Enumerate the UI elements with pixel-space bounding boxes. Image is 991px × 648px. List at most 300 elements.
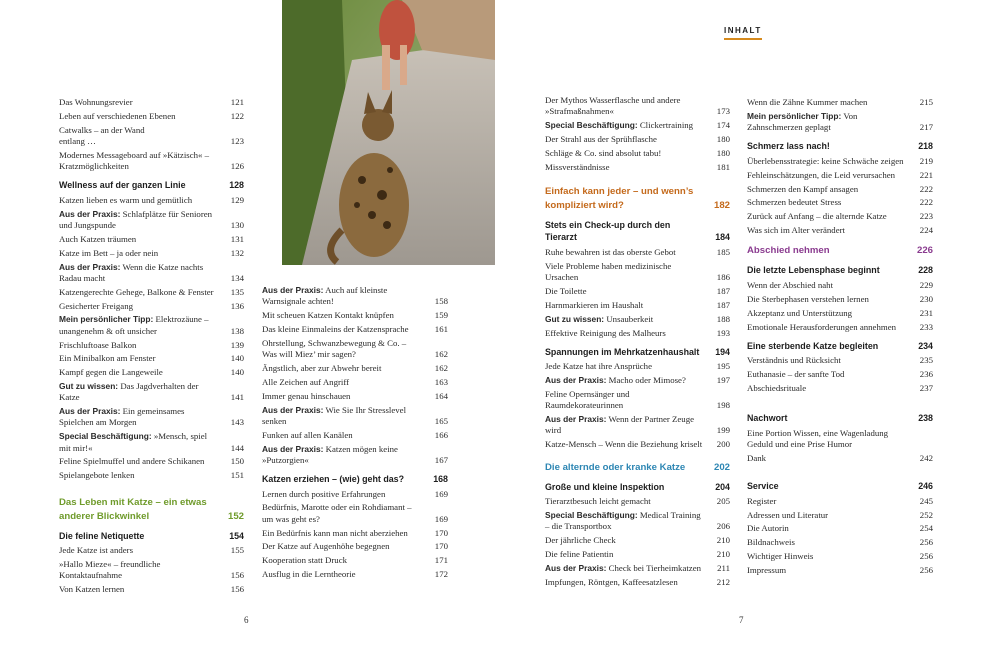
entry-page: 235 bbox=[919, 355, 933, 366]
entry-page: 161 bbox=[434, 323, 448, 334]
entry-label: Mein persönlicher Tipp: bbox=[747, 110, 842, 121]
toc-entry bbox=[545, 162, 730, 173]
entry-title: Was sich im Alter verändert bbox=[747, 225, 845, 236]
toc-entry bbox=[747, 211, 933, 222]
toc-entry bbox=[262, 377, 448, 388]
entry-page: 256 bbox=[919, 565, 933, 576]
section-title: Das Leben mit Katze – ein etwas anderer Blickwinkel bbox=[59, 496, 207, 522]
toc-entry bbox=[545, 389, 730, 411]
entry-title: Ausflug in die Lerntheorie bbox=[262, 569, 356, 580]
entry-title: Feline Opernsänger und Raumdekorateurinnen bbox=[545, 389, 630, 411]
entry-title: Kampf gegen die Langeweile bbox=[59, 367, 163, 378]
entry-title: Mit scheuen Katzen Kontakt knüpfen bbox=[262, 310, 394, 321]
entry-title: Effektive Reinigung des Malheurs bbox=[545, 327, 666, 338]
entry-title: Wenn der Abschied naht bbox=[747, 279, 834, 290]
entry-title: Tierarztbesuch leicht gemacht bbox=[545, 496, 651, 506]
entry-page: 221 bbox=[919, 169, 933, 180]
entry-page: 140 bbox=[230, 353, 244, 364]
toc-chapter-heading bbox=[59, 179, 244, 192]
toc-entry bbox=[747, 496, 933, 507]
entry-title: Eine Portion Wissen, eine Wagenladung Geduld und eine Prise Humor bbox=[747, 427, 889, 450]
toc-entry bbox=[747, 510, 933, 521]
entry-title: Euthanasie – der sanfte Tod bbox=[747, 369, 845, 380]
entry-title: Impressum bbox=[747, 565, 787, 576]
entry-page: 134 bbox=[230, 272, 244, 283]
toc-entry bbox=[59, 234, 244, 245]
entry-page: 121 bbox=[230, 97, 244, 107]
toc-entry bbox=[545, 439, 730, 450]
section-title: Die alternde oder kranke Katze bbox=[545, 461, 686, 473]
toc-entry bbox=[545, 496, 730, 507]
toc-entry bbox=[545, 286, 730, 297]
heading-title: Katzen erziehen – (wie) geht das? bbox=[262, 474, 405, 485]
entry-page: 229 bbox=[919, 279, 933, 290]
entry-page: 172 bbox=[434, 569, 448, 580]
bengal-cat-on-path-image bbox=[282, 0, 495, 265]
toc-entry bbox=[262, 324, 448, 335]
heading-title: Service bbox=[747, 481, 779, 492]
entry-page: 193 bbox=[716, 327, 730, 338]
entry-label: Gut zu wissen: bbox=[545, 313, 605, 324]
toc-entry bbox=[59, 431, 244, 453]
entry-title: Auch Katzen träumen bbox=[59, 233, 137, 244]
toc-entry bbox=[747, 97, 933, 108]
entry-page: 167 bbox=[434, 454, 448, 465]
heading-title: Die feline Netiquette bbox=[59, 530, 145, 541]
entry-title: Dank bbox=[747, 452, 767, 463]
entry-page: 222 bbox=[919, 183, 933, 194]
entry-page: 141 bbox=[230, 392, 244, 403]
toc-chapter-heading bbox=[59, 530, 244, 543]
section-page: 202 bbox=[713, 461, 730, 473]
toc-entry bbox=[747, 369, 933, 380]
entry-title: Wichtiger Hinweis bbox=[747, 551, 814, 562]
entry-title: Fehleinschätzungen, die Leid verursachen bbox=[747, 169, 896, 180]
entry-label: Aus der Praxis: bbox=[545, 414, 607, 425]
toc-section-heading bbox=[545, 185, 730, 213]
toc-entry bbox=[59, 301, 244, 312]
heading-page: 168 bbox=[433, 474, 448, 485]
entry-title: Wie Sie Ihr Stresslevel senken bbox=[262, 404, 407, 426]
toc-chapter-heading bbox=[747, 340, 933, 353]
entry-label: Aus der Praxis: bbox=[59, 406, 121, 417]
toc-entry bbox=[59, 287, 244, 298]
entry-title: Medical Training – die Transportbox bbox=[545, 509, 701, 532]
entry-page: 164 bbox=[434, 390, 448, 401]
entry-title: Schlafplätze für Senioren und Jungspunde bbox=[59, 208, 213, 230]
toc-entry bbox=[545, 563, 730, 574]
heading-page: 184 bbox=[715, 232, 730, 243]
toc-entry bbox=[747, 111, 933, 133]
entry-page: 171 bbox=[434, 555, 448, 566]
heading-page: 238 bbox=[918, 413, 933, 424]
toc-chapter-heading bbox=[747, 140, 933, 153]
entry-page: 135 bbox=[230, 286, 244, 297]
entry-title: Check bei Tierheimkatzen bbox=[608, 562, 702, 573]
toc-entry bbox=[262, 310, 448, 321]
entry-page: 180 bbox=[716, 133, 730, 144]
entry-label: Aus der Praxis: bbox=[59, 261, 121, 272]
heading-title: Schmerz lass nach! bbox=[747, 141, 830, 152]
heading-title: Stets ein Check-up durch den Tierarzt bbox=[545, 219, 671, 243]
entry-title: Die Sterbephasen verstehen lernen bbox=[747, 293, 869, 304]
entry-title: Schläge & Co. sind absolut tabu! bbox=[545, 147, 662, 158]
toc-entry bbox=[545, 510, 730, 532]
toc-entry bbox=[747, 355, 933, 366]
toc-entry bbox=[747, 225, 933, 236]
entry-page: 256 bbox=[919, 551, 933, 562]
entry-page: 219 bbox=[919, 155, 933, 166]
entry-page: 200 bbox=[716, 439, 730, 450]
entry-page: 140 bbox=[230, 367, 244, 378]
entry-title: Frischluftoase Balkon bbox=[59, 339, 137, 350]
entry-page: 151 bbox=[230, 470, 244, 481]
toc-entry bbox=[262, 363, 448, 374]
entry-title: Akzeptanz und Unterstützung bbox=[747, 307, 853, 318]
entry-title: Clickertraining bbox=[639, 120, 694, 131]
toc-entry bbox=[262, 444, 448, 466]
heading-title: Spannungen im Mehrkatzenhaushalt bbox=[545, 346, 700, 357]
toc-entry bbox=[545, 300, 730, 311]
toc-entry bbox=[747, 156, 933, 167]
entry-page: 166 bbox=[434, 429, 448, 440]
entry-page: 187 bbox=[716, 299, 730, 310]
entry-title: Immer genau hinschauen bbox=[262, 390, 351, 401]
toc-entry bbox=[59, 195, 244, 206]
toc-entry bbox=[545, 577, 730, 588]
entry-page: 156 bbox=[230, 584, 244, 595]
toc-entry bbox=[262, 569, 448, 580]
toc-section-heading bbox=[747, 244, 933, 258]
entry-title: Ruhe bewahren ist das oberste Gebot bbox=[545, 246, 676, 257]
entry-label: Special Beschäftigung: bbox=[59, 431, 152, 442]
toc-chapter-heading bbox=[545, 481, 730, 494]
toc-entry bbox=[59, 97, 244, 108]
toc-entry bbox=[747, 453, 933, 464]
entry-title: Funken auf allen Kanälen bbox=[262, 429, 353, 440]
toc-entry bbox=[747, 322, 933, 333]
entry-label: Aus der Praxis: bbox=[262, 404, 324, 415]
toc-entry bbox=[262, 405, 448, 427]
toc-entry bbox=[59, 353, 244, 364]
cat-photo bbox=[282, 0, 495, 265]
toc-entry bbox=[747, 523, 933, 534]
entry-title: Catwalks – an der Wand entlang … bbox=[59, 124, 145, 146]
entry-title: Viele Probleme haben medizinische Ursachen bbox=[545, 260, 672, 283]
entry-page: 126 bbox=[230, 161, 244, 172]
entry-page: 136 bbox=[230, 300, 244, 311]
toc-entry bbox=[545, 314, 730, 325]
toc-entry bbox=[59, 470, 244, 481]
entry-title: Ohrstellung, Schwanzbewegung & Co. – Was will Miez’ mir sagen? bbox=[262, 337, 407, 360]
toc-entry bbox=[59, 340, 244, 351]
toc-entry bbox=[262, 541, 448, 552]
entry-page: 252 bbox=[919, 509, 933, 520]
entry-title: Alle Zeichen auf Angriff bbox=[262, 376, 350, 387]
entry-page: 138 bbox=[230, 325, 244, 336]
toc-entry bbox=[262, 338, 448, 360]
entry-title: Wenn die Katze nachts Radau macht bbox=[59, 261, 204, 283]
entry-title: Spielangebote lenken bbox=[59, 470, 135, 481]
entry-label: Aus der Praxis: bbox=[545, 375, 607, 386]
heading-page: 234 bbox=[918, 340, 933, 351]
toc-entry bbox=[59, 314, 244, 336]
entry-label: Aus der Praxis: bbox=[545, 562, 607, 573]
toc-entry bbox=[545, 120, 730, 131]
toc-chapter-heading bbox=[545, 219, 730, 244]
section-page: 226 bbox=[916, 245, 933, 257]
entry-title: Schmerzen bedeutet Stress bbox=[747, 197, 842, 208]
header-label: INHALT bbox=[724, 26, 762, 35]
entry-page: 187 bbox=[716, 285, 730, 296]
heading-page: 228 bbox=[918, 265, 933, 276]
entry-page: 236 bbox=[919, 369, 933, 380]
toc-chapter-heading bbox=[262, 473, 448, 486]
entry-page: 169 bbox=[434, 488, 448, 499]
toc-entry bbox=[545, 328, 730, 339]
entry-page: 198 bbox=[716, 400, 730, 411]
entry-title: Das Jagdverhalten der Katze bbox=[59, 381, 199, 403]
toc-entry bbox=[545, 95, 730, 117]
entry-title: Katzen mögen keine »Putzorgien« bbox=[262, 443, 398, 465]
entry-page: 242 bbox=[919, 452, 933, 463]
toc-chapter-heading bbox=[747, 264, 933, 277]
entry-title: Der Strahl aus der Sprühflasche bbox=[545, 133, 657, 144]
entry-title: Katze im Bett – ja oder nein bbox=[59, 247, 159, 258]
entry-page: 169 bbox=[434, 513, 448, 524]
toc-entry bbox=[59, 262, 244, 284]
toc-entry bbox=[545, 375, 730, 386]
entry-label: Aus der Praxis: bbox=[262, 443, 324, 454]
entry-title: Wenn der Partner Zeuge wird bbox=[545, 414, 695, 436]
entry-page: 131 bbox=[230, 233, 244, 244]
toc-entry bbox=[747, 294, 933, 305]
entry-label: Mein persönlicher Tipp: bbox=[59, 314, 154, 325]
entry-title: Überlebensstrategie: keine Schwäche zeigen bbox=[747, 155, 904, 166]
entry-page: 123 bbox=[230, 135, 244, 146]
entry-page: 122 bbox=[230, 110, 244, 121]
entry-page: 197 bbox=[716, 375, 730, 386]
entry-title: Ein Bedürfnis kann man nicht aberziehen bbox=[262, 527, 408, 538]
toc-chapter-heading bbox=[545, 346, 730, 359]
entry-page: 173 bbox=[716, 106, 730, 117]
entry-page: 185 bbox=[716, 246, 730, 257]
entry-title: Abschiedsrituale bbox=[747, 383, 807, 394]
entry-page: 206 bbox=[716, 521, 730, 532]
entry-title: Ängstlich, aber zur Abwehr bereit bbox=[262, 362, 382, 373]
toc-entry bbox=[747, 280, 933, 291]
entry-page: 223 bbox=[919, 211, 933, 222]
entry-title: Modernes Messageboard auf »Kätzisch« – Kratzmöglichkeiten bbox=[59, 149, 209, 172]
entry-page: 132 bbox=[230, 247, 244, 258]
entry-title: Register bbox=[747, 495, 777, 506]
entry-title: Elektrozäune – unangenehm & oft unsicher bbox=[59, 314, 209, 336]
entry-page: 256 bbox=[919, 537, 933, 548]
entry-title: Die feline Patientin bbox=[545, 548, 614, 559]
entry-title: Verständnis und Rücksicht bbox=[747, 355, 841, 366]
entry-page: 180 bbox=[716, 147, 730, 158]
toc-column-4 bbox=[747, 97, 933, 579]
entry-title: Emotionale Herausforderungen annehmen bbox=[747, 321, 897, 332]
entry-page: 139 bbox=[230, 339, 244, 350]
header-underline bbox=[724, 38, 762, 40]
toc-entry bbox=[747, 308, 933, 319]
toc-entry bbox=[59, 584, 244, 595]
entry-page: 205 bbox=[716, 496, 730, 506]
entry-title: Missverständnisse bbox=[545, 161, 610, 172]
heading-page: 128 bbox=[229, 180, 244, 191]
toc-chapter-heading bbox=[747, 412, 933, 425]
entry-title: Feline Spielmuffel und andere Schikanen bbox=[59, 456, 205, 467]
entry-title: Auch auf kleinste Warnsignale achten! bbox=[262, 285, 388, 307]
toc-column-1 bbox=[59, 97, 244, 598]
entry-title: Das Wohnungsrevier bbox=[59, 97, 133, 107]
entry-title: Leben auf verschiedenen Ebenen bbox=[59, 110, 176, 121]
heading-page: 218 bbox=[918, 141, 933, 152]
toc-column-2 bbox=[262, 285, 448, 583]
entry-page: 129 bbox=[230, 194, 244, 205]
toc-entry bbox=[59, 111, 244, 122]
entry-title: Bedürfnis, Marotte oder ein Rohdiamant – um was geht es? bbox=[262, 502, 412, 524]
section-page: 182 bbox=[713, 199, 730, 211]
entry-page: 212 bbox=[716, 576, 730, 587]
toc-entry bbox=[747, 428, 933, 450]
entry-page: 211 bbox=[717, 562, 730, 573]
entry-page: 195 bbox=[716, 361, 730, 372]
toc-entry bbox=[262, 555, 448, 566]
entry-page: 215 bbox=[919, 97, 933, 107]
heading-page: 154 bbox=[229, 530, 244, 541]
entry-page: 245 bbox=[919, 495, 933, 506]
entry-title: Das kleine Einmaleins der Katzensprache bbox=[262, 323, 409, 334]
heading-title: Die letzte Lebensphase beginnt bbox=[747, 265, 880, 276]
toc-entry bbox=[59, 406, 244, 428]
entry-page: 170 bbox=[434, 541, 448, 552]
toc-entry bbox=[59, 248, 244, 259]
heading-title: Große und kleine Inspektion bbox=[545, 481, 665, 492]
heading-title: Eine sterbende Katze begleiten bbox=[747, 340, 879, 351]
entry-page: 155 bbox=[230, 545, 244, 556]
toc-entry bbox=[262, 528, 448, 539]
entry-page: 224 bbox=[919, 225, 933, 236]
entry-title: Jede Katze ist anders bbox=[59, 545, 134, 556]
page-number-right: 7 bbox=[739, 615, 744, 625]
entry-label: Aus der Praxis: bbox=[262, 285, 324, 295]
toc-entry bbox=[59, 150, 244, 172]
heading-title: Wellness auf der ganzen Linie bbox=[59, 180, 186, 191]
toc-entry bbox=[545, 148, 730, 159]
toc-entry bbox=[262, 285, 448, 307]
entry-label: Aus der Praxis: bbox=[59, 208, 121, 219]
toc-entry bbox=[545, 549, 730, 560]
toc-entry bbox=[545, 247, 730, 258]
heading-page: 204 bbox=[715, 481, 730, 492]
entry-title: Von Katzen lernen bbox=[59, 584, 125, 595]
entry-title: Gesicherter Freigang bbox=[59, 300, 134, 311]
entry-title: »Hallo Mieze« – freundliche Kontaktaufnahme bbox=[59, 558, 161, 581]
entry-title: Macho oder Mimose? bbox=[608, 375, 686, 386]
entry-page: 237 bbox=[919, 383, 933, 394]
heading-page: 194 bbox=[715, 346, 730, 357]
section-page: 152 bbox=[227, 510, 244, 522]
entry-title: Der jährliche Check bbox=[545, 534, 616, 545]
toc-entry bbox=[545, 361, 730, 372]
section-title: Abschied nehmen bbox=[747, 245, 830, 257]
toc-entry bbox=[262, 430, 448, 441]
toc-entry bbox=[59, 456, 244, 467]
heading-title: Nachwort bbox=[747, 413, 788, 424]
entry-title: Der Mythos Wasserflasche und andere »Strafmaßnahmen« bbox=[545, 95, 681, 117]
entry-page: 165 bbox=[434, 415, 448, 426]
entry-page: 162 bbox=[434, 362, 448, 373]
entry-title: Katzen lieben es warm und gemütlich bbox=[59, 194, 193, 205]
entry-page: 188 bbox=[716, 313, 730, 324]
entry-title: Wenn die Zähne Kummer machen bbox=[747, 97, 868, 107]
entry-page: 186 bbox=[716, 272, 730, 283]
entry-page: 210 bbox=[716, 534, 730, 545]
entry-title: Die Toilette bbox=[545, 285, 587, 296]
heading-page: 246 bbox=[918, 481, 933, 492]
entry-title: Von Zahnschmerzen geplagt bbox=[747, 110, 858, 133]
toc-entry bbox=[59, 125, 244, 147]
toc-entry bbox=[747, 383, 933, 394]
toc-section-heading bbox=[59, 496, 244, 524]
entry-title: Jede Katze hat ihre Ansprüche bbox=[545, 361, 652, 372]
entry-page: 159 bbox=[434, 310, 448, 321]
section-title: Einfach kann jeder – und wenn’s kompliziert wird? bbox=[545, 185, 694, 211]
entry-title: Lernen durch positive Erfahrungen bbox=[262, 488, 386, 499]
toc-entry bbox=[59, 209, 244, 231]
toc-entry bbox=[262, 502, 448, 524]
entry-page: 150 bbox=[230, 456, 244, 467]
entry-label: Special Beschäftigung: bbox=[545, 120, 638, 131]
toc-entry bbox=[747, 537, 933, 548]
entry-page: 217 bbox=[919, 122, 933, 133]
entry-page: 181 bbox=[716, 161, 730, 172]
entry-page: 162 bbox=[434, 349, 448, 360]
toc-chapter-heading bbox=[747, 480, 933, 493]
toc-entry bbox=[747, 197, 933, 208]
entry-page: 174 bbox=[716, 120, 730, 131]
entry-title: Der Katze auf Augenhöhe begegnen bbox=[262, 541, 390, 552]
entry-title: Katzengerechte Gehege, Balkone & Fenster bbox=[59, 286, 214, 297]
toc-entry bbox=[545, 414, 730, 436]
toc-entry bbox=[747, 184, 933, 195]
entry-page: 143 bbox=[230, 417, 244, 428]
entry-page: 156 bbox=[230, 570, 244, 581]
entry-title: Bildnachweis bbox=[747, 537, 795, 548]
entry-page: 144 bbox=[230, 442, 244, 453]
entry-page: 231 bbox=[919, 307, 933, 318]
entry-title: Katze-Mensch – Wenn die Beziehung kriselt bbox=[545, 439, 703, 450]
entry-title: Impfungen, Röntgen, Kaffeesatzlesen bbox=[545, 576, 678, 587]
entry-page: 199 bbox=[716, 425, 730, 436]
entry-title: Die Autorin bbox=[747, 523, 789, 534]
toc-entry bbox=[747, 551, 933, 562]
toc-entry bbox=[262, 489, 448, 500]
entry-title: Ein gemeinsames Spielchen am Morgen bbox=[59, 406, 185, 428]
entry-title: Unsauberkeit bbox=[606, 313, 654, 324]
toc-entry bbox=[59, 367, 244, 378]
entry-page: 163 bbox=[434, 376, 448, 387]
entry-title: Adressen und Literatur bbox=[747, 509, 829, 520]
toc-entry bbox=[59, 559, 244, 581]
entry-page: 233 bbox=[919, 321, 933, 332]
entry-page: 158 bbox=[434, 296, 448, 307]
toc-entry bbox=[545, 261, 730, 283]
toc-entry bbox=[59, 381, 244, 403]
page-number-left: 6 bbox=[244, 615, 249, 625]
